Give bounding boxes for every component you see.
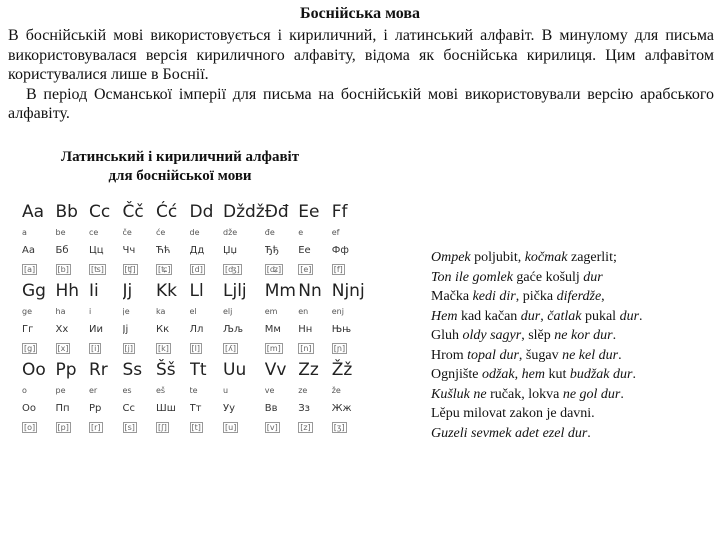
letter-name-cell: ve: [264, 386, 275, 395]
ipa-symbol: [ʃ]: [158, 422, 167, 432]
latin-letter-cell: Kk: [156, 281, 177, 301]
letter-name-cell: če: [122, 228, 132, 237]
letter-name-cell: ha: [55, 307, 66, 316]
alphabet-row-letter-name: [22, 224, 365, 241]
letter-name-cell: be: [55, 228, 66, 237]
alphabet-table: [22, 200, 365, 437]
cyrillic-letter-cell: Кк: [156, 323, 170, 335]
poem-italic-text: ne kor dur: [554, 328, 613, 343]
poem-text: kad kačan: [457, 308, 521, 324]
ipa-symbol: [n]: [300, 343, 312, 353]
latin-letter-cell: Gg: [22, 281, 46, 301]
ipa-symbol: [l]: [191, 343, 200, 353]
poem-text: Ognjište: [431, 367, 482, 382]
letter-name-cell: pe: [55, 386, 66, 395]
letter-name-cell: ka: [156, 307, 166, 316]
alphabet-row-cyrillic-letter: [22, 241, 365, 259]
ipa-symbol: [k]: [158, 343, 169, 353]
ipa-symbol: [d]: [191, 264, 203, 274]
poem-text: Mačka: [431, 289, 473, 304]
ipa-symbol-cell: [298, 417, 332, 437]
intro-text: [8, 26, 714, 124]
cyrillic-letter-cell: Ии: [89, 323, 103, 335]
poem-text: kut: [544, 367, 570, 382]
ipa-symbol: [x]: [57, 343, 69, 353]
cyrillic-letter-cell: Цц: [89, 244, 104, 256]
ipa-symbol-cell: [298, 259, 332, 279]
latin-letter-cell: Oo: [22, 360, 46, 380]
latin-letter-cell: Zz: [298, 360, 319, 380]
poem-italic-text: Kušluk ne: [431, 386, 487, 402]
poem-text: , slěp: [521, 328, 555, 343]
ipa-symbol: [p]: [57, 422, 69, 432]
letter-name-cell: ce: [89, 228, 99, 237]
poem-line: [431, 424, 716, 444]
latin-letter-cell: Mm: [264, 281, 296, 301]
poem-text: [431, 248, 716, 443]
ipa-symbol-cell: [56, 259, 90, 279]
poem-italic-text: Ton ile gomlek: [431, 269, 513, 285]
ipa-symbol: [ʨ]: [158, 264, 171, 274]
latin-letter-cell: Jj: [122, 281, 133, 301]
alphabet-row-cyrillic-letter: [22, 320, 365, 338]
cyrillic-letter-cell: Ее: [298, 244, 311, 256]
letter-name-cell: a: [22, 228, 27, 237]
alphabet-row-latin-letter: [22, 358, 365, 382]
poem-text: poljubit,: [470, 250, 525, 265]
ipa-symbol: [u]: [225, 422, 237, 432]
cyrillic-letter-cell: Пп: [55, 402, 70, 414]
latin-letter-cell: Šš: [156, 360, 176, 380]
ipa-symbol: [e]: [300, 264, 312, 274]
ipa-symbol-cell: [265, 259, 299, 279]
latin-letter-cell: Njnj: [331, 281, 365, 301]
cyrillic-letter-cell: Нн: [298, 323, 313, 335]
poem-text: .: [587, 425, 591, 441]
latin-letter-cell: Ćć: [156, 202, 178, 222]
ipa-symbol: [s]: [124, 422, 135, 432]
alphabet-table-title-line: для боснійської мови: [108, 168, 252, 184]
ipa-symbol: [v]: [266, 422, 278, 432]
ipa-symbol: [i]: [91, 343, 100, 353]
poem-italic-text: kedi dir: [472, 289, 516, 304]
letter-name-cell: je: [122, 307, 130, 316]
ipa-symbol-cell: [22, 417, 56, 437]
poem-italic-text: dur: [583, 269, 603, 285]
letter-name-cell: eš: [156, 386, 166, 395]
poem-line: [431, 326, 716, 346]
cyrillic-letter-cell: Шш: [156, 402, 176, 414]
latin-letter-cell: Tt: [189, 360, 207, 380]
letter-name-cell: el: [189, 307, 197, 316]
ipa-symbol: [ʦ]: [91, 264, 104, 274]
latin-letter-cell: Đđ: [264, 202, 289, 222]
ipa-symbol: [z]: [300, 422, 311, 432]
ipa-symbol-cell: [56, 338, 90, 358]
poem-italic-text: odžak: [481, 367, 515, 382]
ipa-symbol-cell: [22, 338, 56, 358]
latin-letter-cell: Dždž: [223, 202, 265, 222]
cyrillic-letter-cell: Џџ: [223, 244, 238, 256]
ipa-symbol-cell: [89, 338, 123, 358]
letter-name-cell: i: [89, 307, 92, 316]
ipa-symbol-cell: [223, 417, 265, 437]
ipa-symbol-cell: [190, 259, 224, 279]
latin-letter-cell: Ff: [331, 202, 348, 222]
letter-name-cell: ze: [298, 386, 308, 395]
poem-text: zagerlit;: [567, 250, 617, 265]
poem-line: [431, 385, 716, 405]
ipa-symbol: [j]: [124, 343, 133, 353]
ipa-symbol-cell: [265, 417, 299, 437]
alphabet-row-latin-letter: [22, 200, 365, 224]
ipa-symbol: [m]: [266, 343, 281, 353]
poem-text: Lěpu milovat zakon je davni.: [431, 406, 595, 421]
poem-line: [431, 404, 716, 424]
ipa-symbol-cell: [156, 259, 190, 279]
latin-letter-cell: Ii: [89, 281, 99, 301]
ipa-symbol-cell: [223, 259, 265, 279]
poem-italic-text: Ompek: [431, 250, 471, 265]
latin-letter-cell: Hh: [55, 281, 80, 301]
ipa-symbol-cell: [156, 417, 190, 437]
latin-letter-cell: Ljlj: [223, 281, 247, 301]
cyrillic-letter-cell: Мм: [264, 323, 281, 335]
ipa-symbol: [b]: [57, 264, 69, 274]
latin-letter-cell: Dd: [189, 202, 214, 222]
poem-italic-text: Guzeli sevmek adet ezel dur: [431, 425, 588, 441]
letter-name-cell: en: [298, 307, 309, 316]
alphabet-row-letter-name: [22, 382, 365, 399]
ipa-symbol-cell: [89, 259, 123, 279]
poem-italic-text: ne kel dur: [562, 347, 619, 363]
letter-name-cell: em: [264, 307, 278, 316]
ipa-symbol-cell: [89, 417, 123, 437]
ipa-symbol-cell: [22, 259, 56, 279]
alphabet-row-ipa-symbol: [22, 259, 365, 279]
letter-name-cell: ef: [331, 228, 340, 237]
poem-line: [431, 268, 716, 288]
poem-italic-text: dur: [619, 308, 640, 324]
cyrillic-letter-cell: Дд: [189, 244, 205, 256]
letter-name-cell: de: [189, 228, 200, 237]
letter-name-cell: es: [122, 386, 132, 395]
letter-name-cell: er: [89, 386, 98, 395]
ipa-symbol: [a]: [24, 264, 36, 274]
ipa-symbol: [ʧ]: [124, 264, 136, 274]
cyrillic-letter-cell: Вв: [264, 402, 278, 414]
latin-letter-cell: Cc: [89, 202, 111, 222]
cyrillic-letter-cell: Гг: [22, 323, 34, 335]
latin-letter-cell: Ee: [298, 202, 320, 222]
letter-name-cell: ge: [22, 307, 32, 316]
poem-line: [431, 346, 716, 366]
letter-name-cell: dže: [223, 228, 238, 237]
ipa-symbol-cell: [332, 417, 366, 437]
ipa-symbol-cell: [123, 259, 157, 279]
letter-name-cell: đe: [264, 228, 275, 237]
cyrillic-letter-cell: Уу: [223, 402, 236, 414]
cyrillic-letter-cell: Тт: [189, 402, 202, 414]
latin-letter-cell: Nn: [298, 281, 322, 301]
ipa-symbol: [ʤ]: [225, 264, 240, 274]
ipa-symbol-cell: [123, 417, 157, 437]
latin-letter-cell: Rr: [89, 360, 108, 380]
poem-italic-text: dur: [520, 308, 541, 324]
alphabet-table-title-line: Латинський і кириличний алфавіт: [60, 149, 300, 165]
ipa-symbol: [ʎ]: [225, 343, 236, 353]
poem-line: [431, 307, 716, 327]
ipa-symbol-cell: [123, 338, 157, 358]
ipa-symbol-cell: [223, 338, 265, 358]
poem-text: Gluh: [431, 328, 463, 343]
ipa-symbol: [g]: [24, 343, 36, 353]
ipa-symbol-cell: [190, 338, 224, 358]
cyrillic-letter-cell: Жж: [331, 402, 352, 414]
poem-text: .: [612, 328, 617, 343]
cyrillic-letter-cell: Бб: [55, 244, 69, 256]
latin-letter-cell: Bb: [55, 202, 78, 222]
ipa-symbol-cell: [56, 417, 90, 437]
cyrillic-letter-cell: Фф: [331, 244, 349, 256]
ipa-symbol-cell: [156, 338, 190, 358]
cyrillic-letter-cell: Љљ: [223, 323, 243, 335]
poem-text: .: [639, 308, 643, 324]
alphabet-row-ipa-symbol: [22, 338, 365, 358]
poem-text: .: [632, 367, 636, 382]
page-title: Боснійська мова: [299, 5, 421, 22]
poem-line: [431, 365, 716, 385]
alphabet-row-cyrillic-letter: [22, 399, 365, 417]
latin-letter-cell: Pp: [55, 360, 77, 380]
latin-letter-cell: Žž: [331, 360, 353, 380]
poem-text: .: [618, 347, 622, 363]
intro-paragraph: В період Османської імперії для письма на боснійській мові використовували версію арабського алфавіту.: [8, 85, 714, 123]
poem-text: ručak, lokva: [486, 386, 563, 402]
poem-italic-text: diferdže: [556, 289, 602, 304]
letter-name-cell: elj: [223, 307, 233, 316]
poem-italic-text: ne gol dur: [562, 386, 621, 402]
poem-italic-text: hem: [521, 367, 545, 382]
poem-italic-text: budžak dur: [569, 367, 633, 382]
poem-text: Hrom: [431, 347, 468, 363]
alphabet-table-title: [20, 148, 340, 186]
cyrillic-letter-cell: Оо: [22, 402, 36, 414]
poem-text: ,: [601, 289, 605, 304]
poem-text: ,: [540, 308, 548, 324]
letter-name-cell: enj: [331, 307, 344, 316]
cyrillic-letter-cell: Ћћ: [156, 244, 171, 256]
intro-paragraph: В боснійській мові використовується і кириличний, і латинський алфавіт. В минулому для письма використовувалася версія кириличного алфавіту, відома як боснійська кирилиця. Цим алфавітом користувалися лише в Боснії.: [8, 27, 714, 84]
poem-line: [431, 287, 716, 307]
poem-italic-text: oldy sagyr: [462, 328, 522, 343]
cyrillic-letter-cell: Ђђ: [264, 244, 279, 256]
latin-letter-cell: Uu: [223, 360, 247, 380]
alphabet-row-latin-letter: [22, 279, 365, 303]
letter-name-cell: te: [189, 386, 198, 395]
cyrillic-letter-cell: Рр: [89, 402, 102, 414]
ipa-symbol: [r]: [91, 422, 101, 432]
ipa-symbol: [f]: [333, 264, 343, 274]
letter-name-cell: o: [22, 386, 27, 395]
cyrillic-letter-cell: Зз: [298, 402, 310, 414]
letter-name-cell: že: [331, 386, 341, 395]
poem-text: gaće košulj: [512, 269, 584, 285]
cyrillic-letter-cell: Сс: [122, 402, 135, 414]
poem-text: ,: [514, 367, 522, 382]
latin-letter-cell: Aa: [22, 202, 45, 222]
poem-italic-text: Hem: [431, 308, 458, 324]
cyrillic-letter-cell: Лл: [189, 323, 204, 335]
cyrillic-letter-cell: Аа: [22, 244, 35, 256]
ipa-symbol: [ɲ]: [333, 343, 346, 353]
letter-name-cell: u: [223, 386, 229, 395]
cyrillic-letter-cell: Хх: [55, 323, 69, 335]
alphabet-row-letter-name: [22, 303, 365, 320]
ipa-symbol: [ʥ]: [266, 264, 282, 274]
letter-name-cell: e: [298, 228, 304, 237]
poem-text: .: [620, 386, 624, 402]
cyrillic-letter-cell: Њњ: [331, 323, 352, 335]
poem-italic-text: kočmak: [524, 250, 568, 265]
ipa-symbol-cell: [265, 338, 299, 358]
ipa-symbol: [ʒ]: [333, 422, 345, 432]
poem-text: pukal: [581, 308, 620, 324]
ipa-symbol-cell: [332, 259, 366, 279]
poem-text: , pička: [515, 289, 557, 304]
cyrillic-letter-cell: Јј: [122, 323, 129, 335]
latin-letter-cell: Vv: [264, 360, 287, 380]
poem-italic-text: čatlak: [547, 308, 582, 324]
latin-letter-cell: Ss: [122, 360, 143, 380]
ipa-symbol-cell: [298, 338, 332, 358]
poem-line: [431, 248, 716, 268]
ipa-symbol-cell: [190, 417, 224, 437]
cyrillic-letter-cell: Чч: [122, 244, 136, 256]
alphabet-row-ipa-symbol: [22, 417, 365, 437]
latin-letter-cell: Čč: [122, 202, 144, 222]
poem-text: , šugav: [518, 347, 563, 363]
poem-italic-text: topal dur: [467, 347, 519, 363]
latin-letter-cell: Ll: [189, 281, 204, 301]
letter-name-cell: će: [156, 228, 166, 237]
ipa-symbol: [o]: [24, 422, 36, 432]
ipa-symbol: [t]: [191, 422, 201, 432]
ipa-symbol-cell: [332, 338, 366, 358]
